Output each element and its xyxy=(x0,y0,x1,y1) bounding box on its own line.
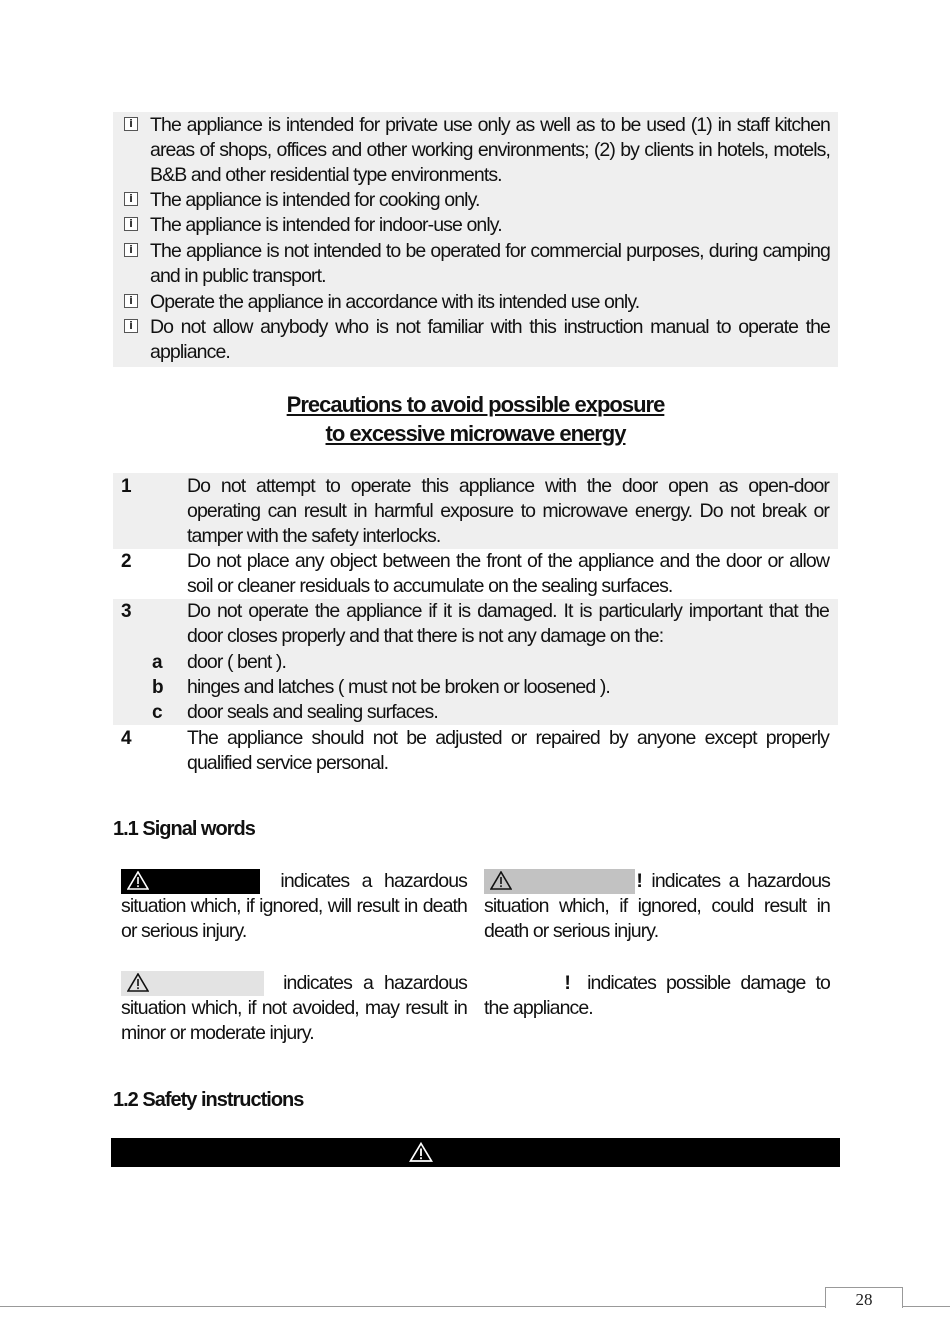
caution-label xyxy=(121,971,264,996)
precaution-sub-letter: b xyxy=(152,677,164,698)
safety-warning-banner xyxy=(111,1138,840,1167)
notice-label xyxy=(484,971,568,996)
precaution-number: 1 xyxy=(121,476,132,497)
warning-triangle-icon xyxy=(127,871,149,890)
info-icon: i xyxy=(124,294,138,308)
precaution-text: Do not operate the appliance if it is damaged. It is particularly important that the door closes properly and that there is not any damage on the: xyxy=(187,600,829,647)
precaution-number: 2 xyxy=(121,551,132,572)
info-text: Operate the appliance in accordance with its intended use only. xyxy=(150,291,640,313)
warning-text: indicates a hazardous situation which, if ignored, could result in death or serious injury. xyxy=(484,870,830,942)
precaution-sub-text: door seals and sealing surfaces. xyxy=(187,701,438,723)
info-item xyxy=(113,239,838,289)
signal-notice xyxy=(484,971,830,1021)
precautions-heading-line-1: Precautions to avoid possible exposure xyxy=(286,392,665,417)
info-icon: i xyxy=(124,217,138,231)
signal-warning xyxy=(484,869,830,944)
notice-mark: ! xyxy=(564,972,570,994)
footer-rule xyxy=(0,1306,950,1307)
precaution-text: The appliance should not be adjusted or repaired by anyone except properly qualified service personal. xyxy=(187,727,829,774)
precaution-text: Do not attempt to operate this appliance with the door open as open-door operating can result in harmful exposure to microwave energy. Do not break or tamper with the safety interlocks. xyxy=(187,475,829,547)
danger-label xyxy=(121,869,260,894)
precaution-text: Do not place any object between the front of the appliance and the door or allow soil or cleaner residuals to accumulate on the sealing surfaces. xyxy=(187,550,829,597)
signal-danger xyxy=(121,869,467,944)
precaution-sub-text: door ( bent ). xyxy=(187,651,287,673)
info-text: The appliance is intended for cooking only. xyxy=(150,189,480,211)
info-text: The appliance is not intended to be operated for commercial purposes, during camping and in public transport. xyxy=(150,240,830,287)
info-icon: i xyxy=(124,192,138,206)
info-item xyxy=(113,113,838,188)
info-icon: i xyxy=(124,319,138,333)
page-number: 28 xyxy=(825,1287,903,1308)
precaution-sub-text: hinges and latches ( must not be broken or loosened ). xyxy=(187,676,610,698)
precautions-heading-line-2: to excessive microwave energy xyxy=(325,421,626,446)
info-text: The appliance is intended for indoor-use only. xyxy=(150,214,502,236)
warning-mark: ! xyxy=(636,870,642,892)
section-title-safety-instructions: 1.2 Safety instructions xyxy=(113,1089,304,1111)
info-text: Do not allow anybody who is not familiar with this instruction manual to operate the appliance. xyxy=(150,316,830,363)
section-title-signal-words: 1.1 Signal words xyxy=(113,818,255,840)
precaution-sub-letter: c xyxy=(152,702,163,723)
info-item xyxy=(113,188,838,213)
info-text: The appliance is intended for private use only as well as to be used (1) in staff kitchen areas of shops, offices and other working environments; (2) by clients in hotels, motels, B&B and other residential type environments. xyxy=(150,114,830,186)
precaution-number: 3 xyxy=(121,601,132,622)
precaution-sub-letter: a xyxy=(152,652,163,673)
precaution-number: 4 xyxy=(121,728,132,749)
notice-text: indicates possible damage to the appliance. xyxy=(484,972,830,1019)
warning-triangle-icon xyxy=(409,1142,433,1162)
warning-triangle-icon xyxy=(490,871,512,890)
info-item xyxy=(113,213,838,238)
info-item xyxy=(113,315,838,365)
signal-caution xyxy=(121,971,467,1046)
info-icon: i xyxy=(124,243,138,257)
caution-text: indicates a hazardous situation which, if not avoided, may result in minor or moderate injury. xyxy=(121,972,467,1044)
danger-text: indicates a hazardous situation which, if ignored, will result in death or serious injury. xyxy=(121,870,467,942)
info-item xyxy=(113,290,838,315)
warning-label xyxy=(484,869,642,894)
warning-triangle-icon xyxy=(127,973,149,992)
info-icon: i xyxy=(124,117,138,131)
